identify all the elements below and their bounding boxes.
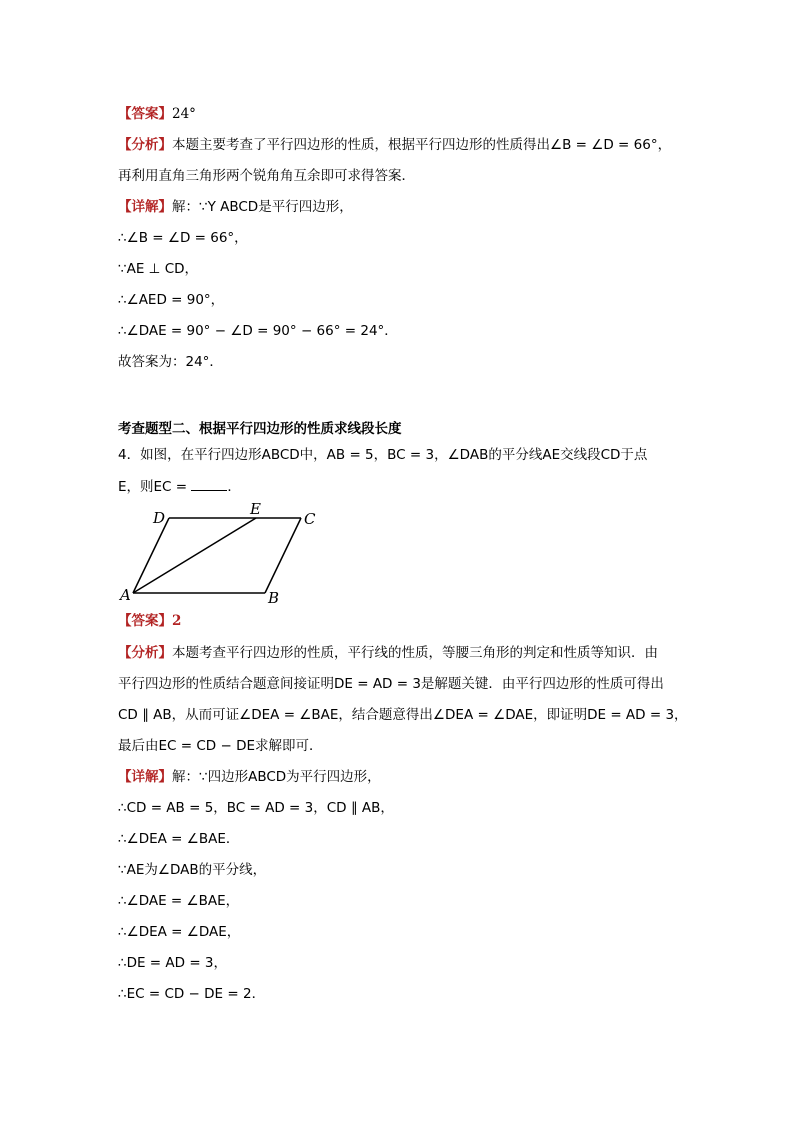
q4-detail-line-1 — [118, 767, 381, 787]
q3-conclusion: 故答案为：24°． — [118, 354, 223, 370]
q3-detail-line-1 — [118, 197, 353, 217]
q4-stem-line-1: 4．如图，在平行四边形ABCD中，AB = 5，BC = 3，∠DAB的平分线AE交线段CD于点 — [118, 447, 648, 463]
q4-analysis-line-2: 平行四边形的性质结合题意间接证明DE = AD = 3是解题关键．由平行四边形的性质可得出 — [118, 676, 664, 692]
detail-text: 解：∵Y ABCD是平行四边形， — [172, 199, 353, 215]
q4-analysis-line-3: CD ∥ AB，从而可证∠DEA = ∠BAE，结合题意得出∠DEA = ∠DAE，即证明DE = AD = 3， — [118, 707, 688, 723]
q4-detail-line-5: ∴∠DAE = ∠BAE， — [118, 893, 240, 909]
answer-blank — [191, 477, 227, 491]
q3-detail-line-2: ∴∠B = ∠D = 66°， — [118, 230, 248, 246]
vertex-label-b: B — [268, 589, 280, 607]
q3-answer-line — [118, 104, 196, 124]
q3-detail-line-4: ∴∠AED = 90°， — [118, 292, 225, 308]
q4-analysis-line-1 — [118, 643, 658, 663]
detail-tag: 【详解】 — [118, 769, 172, 785]
detail-tag: 【详解】 — [118, 199, 172, 215]
q4-detail-line-8: ∴EC = CD − DE = 2． — [118, 986, 266, 1002]
q4-stem-line-2 — [118, 477, 241, 497]
side-cb — [265, 518, 301, 593]
q4-detail-line-6: ∴∠DEA = ∠DAE， — [118, 924, 241, 940]
q4-detail-line-4: ∵AE为∠DAB的平分线， — [118, 862, 267, 878]
vertex-label-e: E — [250, 500, 261, 518]
vertex-label-d: D — [153, 509, 166, 527]
answer-value: 24° — [172, 106, 196, 122]
analysis-tag: 【分析】 — [118, 645, 172, 661]
analysis-text: 本题考查平行四边形的性质，平行线的性质，等腰三角形的判定和性质等知识．由 — [172, 645, 658, 661]
q3-detail-line-3: ∵AE ⊥ CD， — [118, 261, 199, 277]
analysis-tag: 【分析】 — [118, 137, 172, 153]
q4-answer-line — [118, 611, 181, 631]
answer-tag: 【答案】 — [118, 613, 172, 629]
stem-text: E，则EC = — [118, 479, 188, 495]
vertex-label-c: C — [304, 510, 316, 528]
parallelogram-figure — [112, 500, 332, 608]
q3-analysis-line-1 — [118, 135, 671, 155]
vertex-label-a: A — [120, 586, 131, 604]
detail-text: 解：∵四边形ABCD为平行四边形， — [172, 769, 381, 785]
q3-analysis-line-2: 再利用直角三角形两个锐角角互余即可求得答案． — [118, 168, 415, 184]
q4-detail-line-3: ∴∠DEA = ∠BAE． — [118, 831, 240, 847]
q4-detail-line-2: ∴CD = AB = 5，BC = AD = 3，CD ∥ AB， — [118, 800, 394, 816]
stem-end: ． — [227, 479, 241, 495]
q4-detail-line-7: ∴DE = AD = 3， — [118, 955, 228, 971]
q3-detail-line-5: ∴∠DAE = 90° − ∠D = 90° − 66° = 24°． — [118, 323, 398, 339]
answer-value: 2 — [172, 613, 182, 629]
answer-tag: 【答案】 — [118, 106, 172, 122]
section-heading: 考查题型二、根据平行四边形的性质求线段长度 — [118, 421, 402, 437]
analysis-text: 本题主要考查了平行四边形的性质，根据平行四边形的性质得出∠B = ∠D = 66°， — [172, 137, 672, 153]
q4-analysis-line-4: 最后由EC = CD − DE求解即可． — [118, 738, 323, 754]
